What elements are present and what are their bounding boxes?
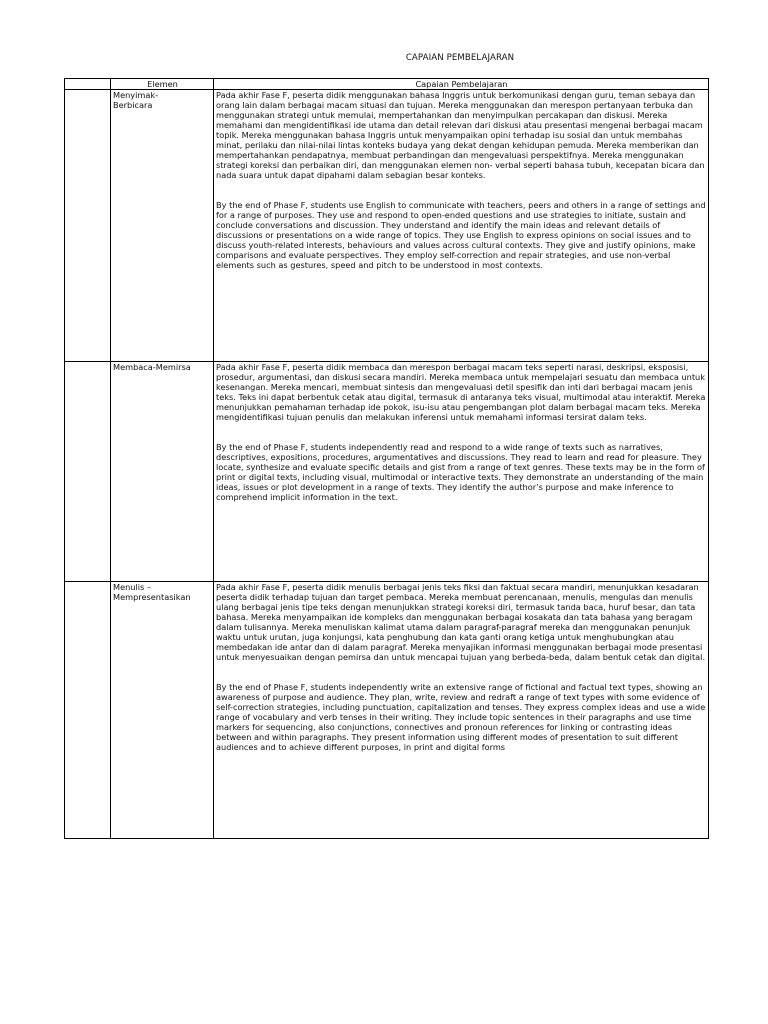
elemen-label: Menyimak- Berbicara [113,90,159,110]
capaian-cell [214,582,709,839]
capaian-cell [214,90,709,362]
capaian-cell [214,362,709,582]
table-row [65,90,709,362]
page-title: CAPAIAN PEMBELAJARAN [405,53,515,63]
capaian-english-text: By the end of Phase F, students independently read and respond to a wide range of texts such as narratives, descriptives, expositions, procedures, argumentatives and discussions. They read to learn and read for pleasure. They locate, synthesize and evaluate specific details and gist from a range of text genres. These texts may be in the form of print or digital texts, including visual, multimodal or interactive texts. They demonstrate an understanding of the main ideas, issues or plot development in a range of texts. They identify the author’s purpose and make inference to comprehend implicit information in the text. [216,442,705,502]
table-row [65,362,709,582]
table-row [65,582,709,839]
capaian-table [64,78,709,839]
capaian-indonesian-text: Pada akhir Fase F, peserta didik membaca dan merespon berbagai macam teks seperti narasi, deskripsi, eksposisi, prosedur, argumentasi, dan diskusi secara mandiri. Mereka membaca untuk mempelajari sesuatu dan membaca untuk kesenangan. Mereka mencari, membuat sintesis dan mengevaluasi detil spesifik dan inti dari berbagai macam jenis teks. Teks ini dapat berbentuk cetak atau digital, termasuk di antaranya teks visual, multimodal atau interaktif. Mereka menunjukkan pemahaman terhadap ide pokok, isu-isu atau pengembangan plot dalam berbagai macam teks. Mereka mengidentifikasi tujuan penulis dan melakukan inferensi untuk memahami informasi tersirat dalam teks. [216,362,706,422]
capaian-english-text: By the end of Phase F, students use English to communicate with teachers, peers and others in a range of settings and for a range of purposes. They use and respond to open-ended questions and use strategies to initiate, sustain and conclude conversations and discussion. They understand and identify the main ideas and relevant details of discussions or presentations on a wide range of topics. They use English to express opinions on social issues and to discuss youth-related interests, behaviours and values across cultural contexts. They give and justify opinions, make comparisons and evaluate perspectives. They employ self-correction and repair strategies, and use non-verbal elements such as gestures, speed and pitch to be understood in most contexts. [216,200,706,270]
header-number [65,79,111,90]
elemen-label: Membaca-Memirsa [113,362,191,372]
header-capaian: Capaian Pembelajaran [214,79,709,90]
table-header-row [65,79,709,90]
elemen-label: Menulis – Mempresentasikan [113,582,191,602]
row-number [65,362,111,582]
row-number [65,90,111,362]
capaian-indonesian-text: Pada akhir Fase F, peserta didik menulis berbagai jenis teks fiksi dan faktual secara mandiri, menunjukkan kesadaran peserta didik terhadap tujuan dan target pembaca. Mereka membuat perencanaan, menulis, mengulas dan menulis ulang berbagai jenis tipe teks dengan menunjukkan strategi koreksi diri, termasuk tanda baca, huruf besar, dan tata bahasa. Mereka menyampaikan ide kompleks dan menggunakan berbagai kosakata dan tata bahasa yang beragam dalam tulisannya. Mereka menuliskan kalimat utama dalam paragraf-paragraf mereka dan menggunakan penunjuk waktu untuk urutan, juga konjungsi, kata penghubung dan kata ganti orang ketiga untuk menghubungkan atau membedakan ide antar dan di dalam paragraf. Mereka menyajikan informasi menggunakan berbagai mode presentasi untuk menyesuaikan dengan pemirsa dan untuk mencapai tujuan yang berbeda-beda, dalam bentuk cetak dan digital. [216,582,706,662]
capaian-english-text: By the end of Phase F, students independently write an extensive range of fictional and factual text types, showing an awareness of purpose and audience. They plan, write, review and redraft a range of text types with some evidence of self-correction strategies, including punctuation, capitalization and tenses. They express complex ideas and use a wide range of vocabulary and verb tenses in their writing. They include topic sentences in their paragraphs and use time markers for sequencing, also conjunctions, connectives and pronoun references for linking or contrasting ideas between and within paragraphs. They present information using different modes of presentation to suit different audiences and to achieve different purposes, in print and digital forms [216,682,706,752]
row-number [65,582,111,839]
elemen-cell [111,362,214,582]
capaian-indonesian-text: Pada akhir Fase F, peserta didik menggunakan bahasa Inggris untuk berkomunikasi dengan guru, teman sebaya dan orang lain dalam berbagai macam situasi dan tujuan. Mereka menggunakan dan merespon pertanyaan terbuka dan menggunakan strategi untuk memulai, mempertahankan dan menyimpulkan percakapan dan diskusi. Mereka memahami dan mengidentifikasi ide utama dan detail relevan dari diskusi atau presentasi mengenai berbagai macam topik. Mereka menggunakan bahasa Inggris untuk menyampaikan opini terhadap isu sosial dan untuk membahas minat, perilaku dan nilai-nilai lintas konteks budaya yang dekat dengan kehidupan pemuda. Mereka memberikan dan mempertahankan pendapatnya, membuat perbandingan dan mengevaluasi perspektifnya. Mereka menggunakan strategi koreksi dan perbaikan diri, dan menggunakan elemen non- verbal seperti bahasa tubuh, kecepatan bicara dan nada suara untuk dapat dipahami dalam sebagian besar konteks. [216,90,705,180]
elemen-cell [111,582,214,839]
header-elemen: Elemen [111,79,214,90]
elemen-cell [111,90,214,362]
